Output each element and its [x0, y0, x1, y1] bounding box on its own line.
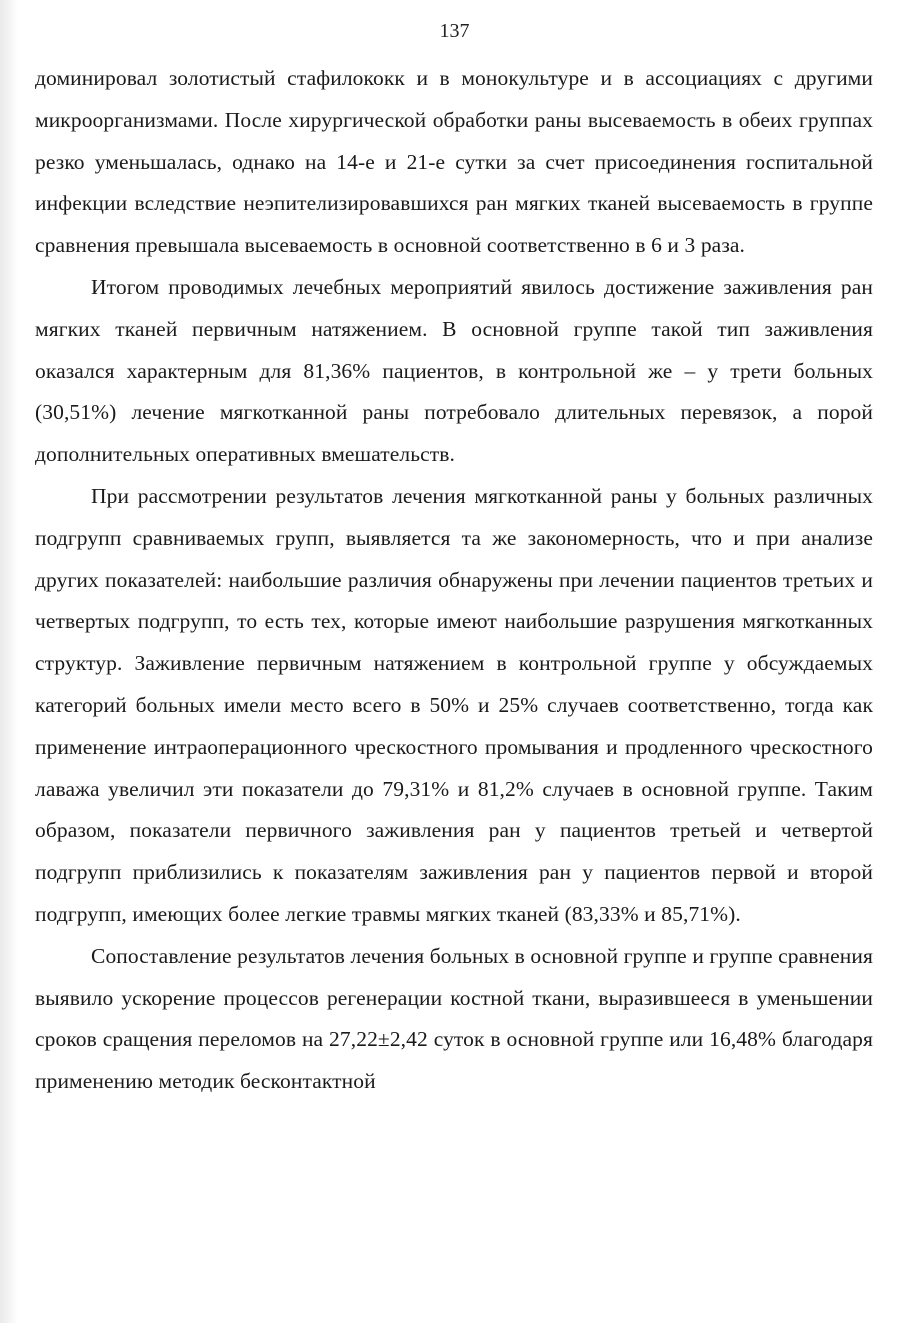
paragraph-1: доминировал золотистый стафилококк и в монокультуре и в ассоциациях с другими микроорганизмами. После хирургической обработки раны высеваемость в обеих группах резко уменьшалась, однако на 14-е и 21-е сутки за счет присоединения госпитальной инфекции вследствие неэпителизировавшихся ран мягких тканей высеваемость в группе сравнения превышала высеваемость в основной соответственно в 6 и 3 раза.	[35, 66, 873, 258]
page-number: 137	[439, 20, 470, 42]
scan-edge-shadow	[0, 0, 18, 1323]
paragraph-2: Итогом проводимых лечебных мероприятий явилось достижение заживления ран мягких тканей первичным натяжением. В основной группе такой тип заживления оказался характерным для 81,36% пациентов, в контрольной же – у трети больных (30,51%) лечение мягкотканной раны потребовало длительных перевязок, а порой дополнительных оперативных вмешательств.	[35, 274, 873, 467]
paragraph-3: При рассмотрении результатов лечения мягкотканной раны у больных различных подгрупп сравниваемых групп, выявляется та же закономерность, что и при анализе других показателей: наибольшие различия обнаружены при лечении пациентов третьих и четвертых подгрупп, то есть тех, которые имеют наибольшие разрушения мягкотканных структур. Заживление первичным натяжением в контрольной группе у обсуждаемых категорий больных имели место всего в 50% и 25% случаев соответственно, тогда как применение интраоперационного чрескостного промывания и продленного чрескостного лаважа увеличил эти показатели до 79,31% и 81,2% случаев в основной группе. Таким образом, показатели первичного заживления ран у пациентов третьей и четвертой подгрупп приблизились к показателям заживления ран у пациентов первой и второй подгрупп, имеющих более легкие травмы мягких тканей (83,33% и 85,71%).	[35, 483, 873, 926]
document-body	[35, 58, 873, 1103]
paragraph-4: Сопоставление результатов лечения больных в основной группе и группе сравнения выявило ускорение процессов регенерации костной ткани, выразившееся в уменьшении сроков сращения переломов на 27,22±2,42 суток в основной группе или 16,48% благодаря применению методик бесконтактной	[35, 943, 873, 1094]
